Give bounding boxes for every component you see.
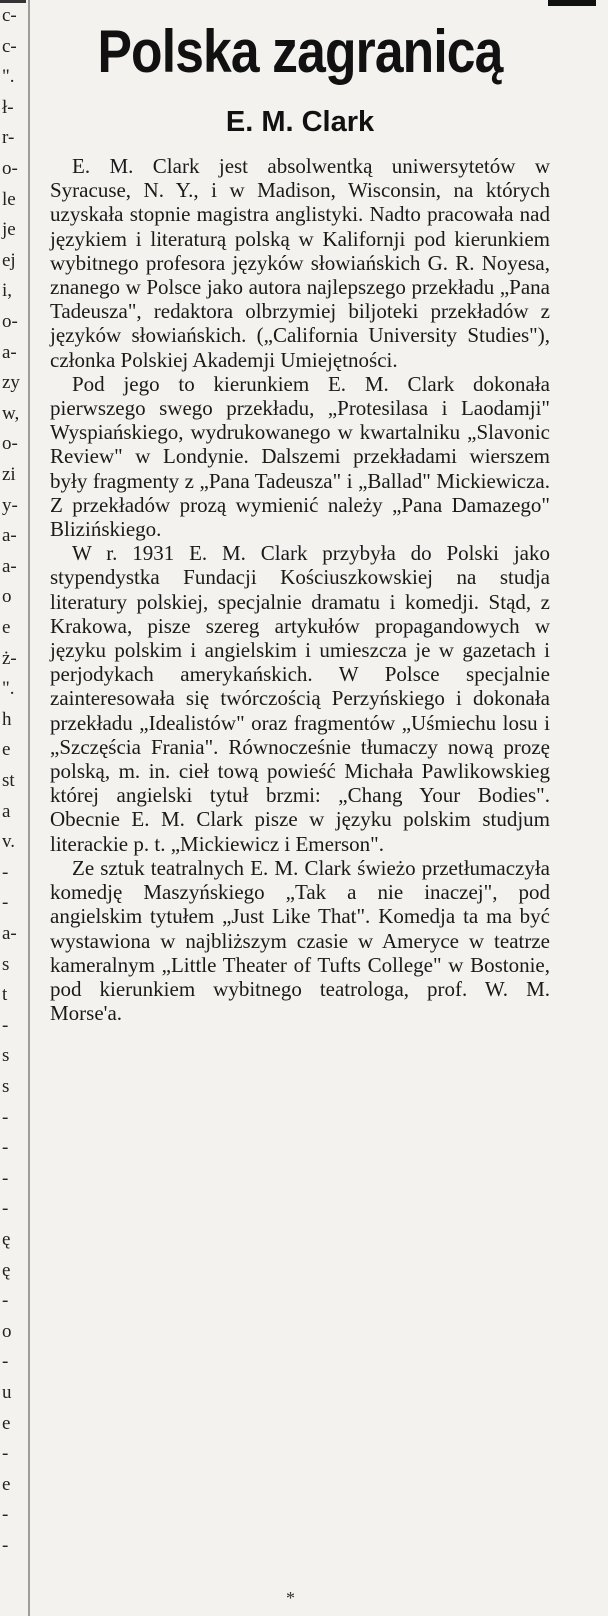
- neighbor-fragment: s: [2, 1045, 10, 1067]
- neighbor-fragment: a-: [2, 341, 17, 363]
- neighbor-fragment: a-: [2, 555, 17, 577]
- neighbor-fragment: ".: [2, 678, 15, 700]
- neighbor-fragment: -: [2, 1504, 9, 1526]
- neighbor-fragment: e: [2, 739, 11, 761]
- neighbor-fragment: st: [2, 770, 15, 791]
- headline: Polska zagranicą: [97, 18, 503, 85]
- neighbor-fragment: ę: [2, 1229, 11, 1250]
- paragraph: W r. 1931 E. M. Clark przybyła do Polski jako stypendystka Fundacji Kościuszkowskiej na studja literatury polskiej, specjalnie dramatu i komedji. Stąd, z Krakowa, pisze szereg artykułów propagandowych w języku polskim i angielskim i umieszcza je w gazetach i perjodykach amerykańskich. W Polsce specjalnie zainteresowała się twórczością Perzyńskiego i dokonała przekładu „Idealistów" oraz fragmentów „Uśmiechu losu i „Szczęścia Frania". Równocześnie tłumaczy nową prozę polską, m. in. cieł tową powieść Michała Pawlikowskieg której angielski tytuł brzmi: „Chang Your Bodies". Obecnie E. M. Clark pisze w języku polskim studjum literackie p. t. „Mickiewicz i Emerson".: [50, 541, 550, 856]
- neighbor-fragment: v.: [2, 831, 16, 853]
- paragraph: Ze sztuk teatralnych E. M. Clark świeżo przetłumaczyła komedję Maszyńskiego „Tak a nie inaczej", pod angielskim tytułem „Just Like That". Komedja ta ma być wystawiona w najbliższym czasie w Ameryce w teatrze kameralnym „Little Theater of Tufts College" w Bostonie, pod kierunkiem wybitnego teatrologa, prof. W. M. Morse'a.: [50, 855, 550, 1026]
- neighbor-fragment: h: [2, 708, 12, 730]
- neighbor-fragment: zi: [2, 464, 16, 485]
- top-right-bar: [548, 0, 596, 6]
- neighbor-fragment: s: [2, 1076, 10, 1097]
- neighbor-fragment: ej: [2, 249, 16, 271]
- neighbor-fragment: ł-: [2, 96, 14, 118]
- neighbor-fragment: y-: [2, 494, 18, 516]
- neighbor-fragment: -: [2, 892, 9, 914]
- neighbor-fragment: -: [2, 1535, 9, 1556]
- neighbor-fragment: ".: [2, 66, 15, 88]
- neighbor-column: [0, 0, 26, 1616]
- neighbor-fragment: w,: [2, 402, 20, 424]
- neighbor-fragment: u: [2, 1382, 12, 1403]
- neighbor-fragment: a: [2, 800, 11, 822]
- neighbor-fragment: t: [2, 984, 8, 1006]
- neighbor-fragment: zy: [2, 372, 20, 394]
- neighbor-fragment: o-: [2, 433, 18, 455]
- neighbor-fragment: ż-: [2, 647, 17, 669]
- neighbor-fragment: e: [2, 617, 11, 638]
- neighbor-fragment: -: [2, 1137, 9, 1159]
- neighbor-fragment: o-: [2, 158, 18, 179]
- neighbor-fragment: a-: [2, 923, 17, 944]
- column-divider: [28, 0, 30, 1616]
- neighbor-fragment: -: [2, 1198, 9, 1220]
- neighbor-fragment: ę: [2, 1259, 11, 1281]
- neighbor-fragment: -: [2, 1351, 9, 1373]
- article: [50, 18, 550, 1025]
- neighbor-fragment: r-: [2, 127, 15, 149]
- neighbor-fragment: -: [2, 1290, 9, 1312]
- neighbor-fragment: -: [2, 1014, 9, 1036]
- neighbor-fragment: c-: [2, 35, 17, 57]
- footer-mark: *: [286, 1588, 295, 1608]
- neighbor-fragment: o: [2, 1320, 12, 1342]
- neighbor-fragment: e: [2, 1412, 11, 1434]
- byline: E. M. Clark: [225, 106, 375, 138]
- paragraph: E. M. Clark jest absolwentką uniwersytetów w Syracuse, N. Y., i w Madison, Wisconsin, na których uzyskała stopnie magistra anglistyki. Nadto pracowała nad językiem i literaturą polską w Kalifornji pod kierunkiem wybitnego profesora języków słowiańskich G. R. Noyesa, znanego w Polsce jako autora najlepszego przekładu „Pana Tadeusza", redaktora olbrzymiej biljoteki przekładów z języków słowiańskich. („California University Studies"), członka Polskiej Akademji Umiejętności.: [50, 154, 550, 372]
- neighbor-fragment: o-: [2, 311, 18, 332]
- neighbor-fragment: o: [2, 586, 12, 608]
- neighbor-fragment: je: [2, 219, 16, 241]
- neighbor-fragment: c-: [2, 5, 17, 26]
- neighbor-fragment: e: [2, 1473, 11, 1495]
- neighbor-fragment: -: [2, 861, 9, 883]
- paragraph: Pod jego to kierunkiem E. M. Clark dokonała pierwszego swego przekładu, „Protesilasa i Laodamji" Wyspiańskiego, wydrukowanego w kwartalniku „Slavonic Review" w Londynie. Dalszemi przekładami wierszem były fragmenty z „Pana Tadeusza" i „Ballad" Mickiewicza. Z przekładów prozą wymienić należy „Pana Damazego" Blizińskiego.: [50, 371, 550, 542]
- neighbor-fragment: i,: [2, 280, 13, 302]
- article-body: [50, 154, 550, 1025]
- neighbor-fragment: a-: [2, 525, 17, 547]
- neighbor-fragment: -: [2, 1167, 9, 1189]
- neighbor-fragment: -: [2, 1106, 9, 1128]
- neighbor-fragment: -: [2, 1443, 9, 1465]
- neighbor-fragment: s: [2, 953, 10, 975]
- neighbor-fragment: le: [2, 188, 16, 210]
